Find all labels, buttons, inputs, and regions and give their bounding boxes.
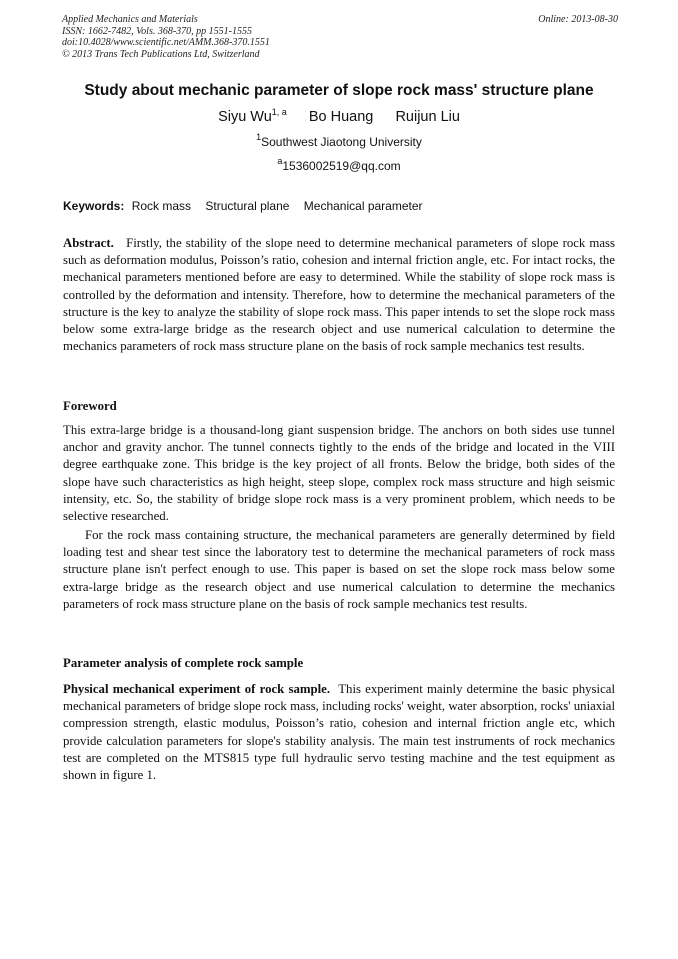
issn-line: ISSN: 1662-7482, Vols. 368-370, pp 1551-1555 xyxy=(62,25,252,37)
email-mark: a xyxy=(277,156,283,166)
abstract-text: Firstly, the stability of the slope need to determine mechanical parameters of slope rock mass such as deformation modulus, Poisson’s ratio, cohesion and internal friction angle, etc. For intact rocks, the mechanical parameters mentioned before are easy to determined. While the stability of slope rock mass is controlled by the deformation and intensity. Therefore, how to determine the mechanical parameters of the structure is the key to analyze the stability of slope rock mass. This paper intends to set the slope rock mass below some extra-large bridge as the research object and use numerical calculation to determine the mechanics parameters of rock mass structure plane on the basis of rock sample mechanics test results. xyxy=(63,236,615,354)
section-heading-parameter-analysis: Parameter analysis of complete rock sample xyxy=(63,656,304,670)
foreword-paragraph: For the rock mass containing structure, the mechanical parameters are generally determined by field loading test and shear test since the laboratory test to determine the mechanical parameters of rock mass structure plane isn't perfect enough to use. This paper is based on set the slope rock mass below some extra-large bridge as the research object and use numerical calculation to determine the mechanics parameters of rock mass structure plane on the basis of rock sample mechanics test results. xyxy=(63,528,615,611)
author-name: Ruijun Liu xyxy=(395,109,460,125)
journal-name: Applied Mechanics and Materials xyxy=(62,14,198,25)
abstract xyxy=(63,235,615,355)
foreword-paragraph: This extra-large bridge is a thousand-long giant suspension bridge. The anchors on both sides use tunnel anchor and gravity anchor. The tunnel connects tightly to the ends of the bridge and located in the VIII degree earthquake zone. This bridge is the key project of all fronts. Below the bridge, both sides of the slope have such characteristics as high height, steep slope, complex rock mass structure and high seismic intensity, etc. So, the stability of bridge slope rock mass is a very prominent problem, which needs to be selective researched. xyxy=(63,423,615,524)
keyword: Rock mass xyxy=(131,199,192,213)
journal-header xyxy=(62,14,618,60)
author-affiliation-mark: 1, a xyxy=(271,107,287,117)
online-date: Online: 2013-08-30 xyxy=(538,14,618,25)
author-list xyxy=(40,107,638,127)
affiliation-mark: 1 xyxy=(256,132,262,142)
copyright-line: © 2013 Trans Tech Publications Ltd, Switzerland xyxy=(62,48,260,60)
author-name: Siyu Wu xyxy=(218,109,272,125)
author-name: Bo Huang xyxy=(308,109,374,125)
paragraph-run-in-heading: Physical mechanical experiment of rock sample. xyxy=(63,682,331,696)
affiliation xyxy=(40,133,638,151)
section-heading-foreword: Foreword xyxy=(63,399,117,413)
parameter-analysis-paragraph xyxy=(63,681,615,784)
doi-line: doi:10.4028/www.scientific.net/AMM.368-370.1551 xyxy=(62,37,270,48)
keywords-label: Keywords: xyxy=(63,199,125,213)
keyword: Mechanical parameter xyxy=(303,199,423,213)
author-email xyxy=(40,157,638,175)
email-text: 1536002519@qq.com xyxy=(282,159,401,173)
affiliation-text: Southwest Jiaotong University xyxy=(261,135,422,149)
abstract-label: Abstract. xyxy=(63,236,114,250)
keyword: Structural plane xyxy=(205,199,290,213)
paper-title: Study about mechanic parameter of slope rock mass' structure plane xyxy=(84,82,594,99)
paragraph-text: This experiment mainly determine the basic physical mechanical parameters of bridge slope rock mass, including rocks' weight, water absorption, rocks' uniaxial compression strength, elastic modulus, Poisson’s ratio, cohesion and internal friction angle etc, which provide calculation parameters for slope's stability analysis. The main test instruments of rock mechanics test are completed on the MTS815 type full hydraulic servo testing machine and the test equipment as shown in figure 1. xyxy=(63,682,616,783)
keywords xyxy=(63,197,623,215)
